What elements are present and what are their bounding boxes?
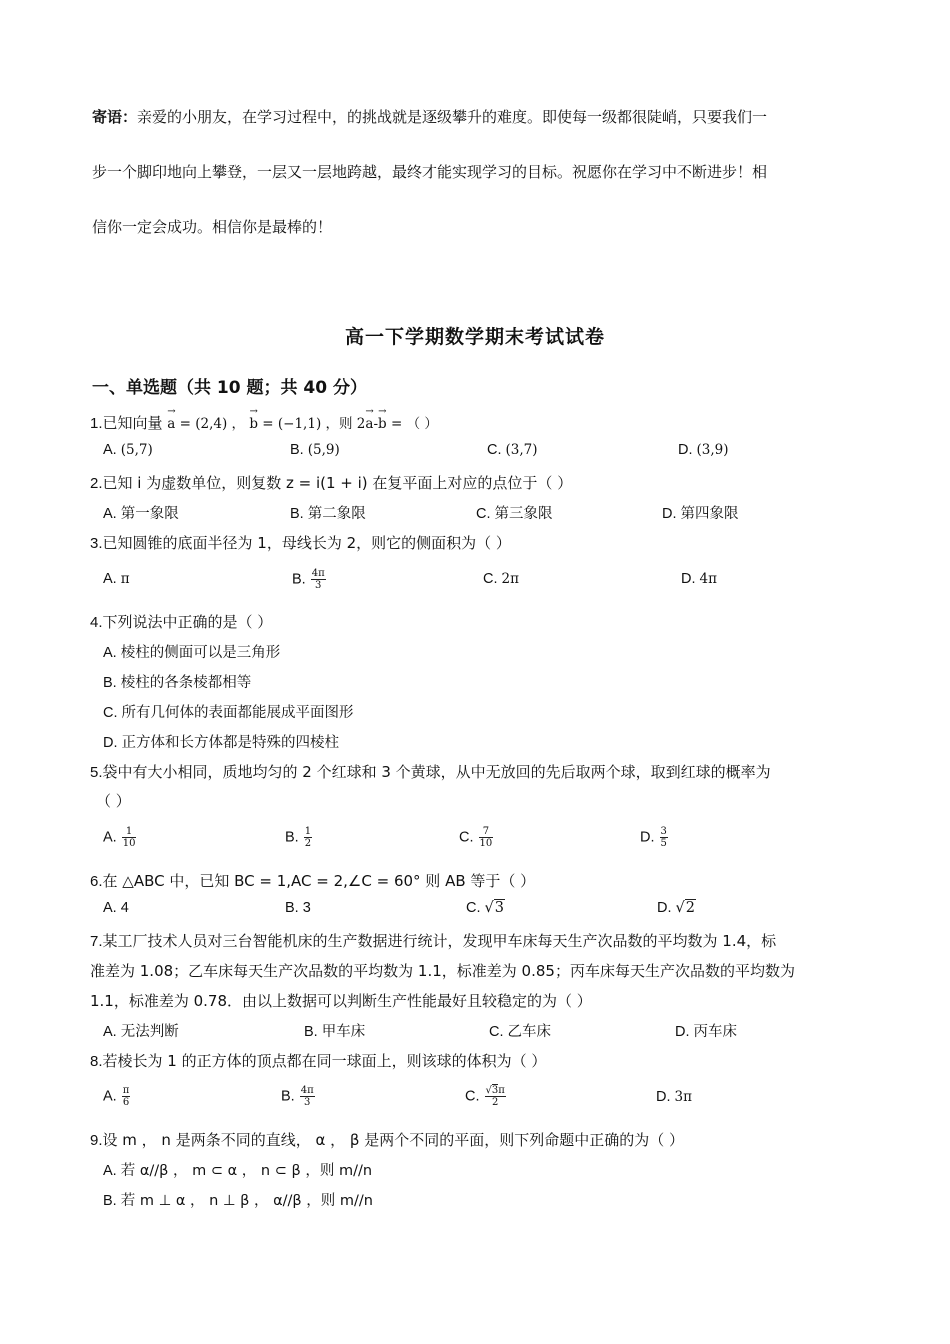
question-4-option-b-row	[0, 671, 950, 695]
question-1: 1.已知向量 → a = (2,4) ， → b = (−1,1) ，则 2 → a- → b = （ ）	[90, 406, 438, 432]
question-9-option-b-row	[0, 1189, 950, 1213]
question-4-option-d-row	[0, 731, 950, 755]
question-8: 8.若棱长为 1 的正方体的顶点都在同一球面上，则该球的体积为（ ）	[90, 1052, 547, 1070]
option-b[interactable]: B. $\frac{1}{2}$	[285, 826, 312, 849]
option-b[interactable]: B. $\frac{4\pi}{3}$	[281, 1085, 314, 1108]
option-c[interactable]: C. $\frac{√3\pi}{2}$	[465, 1085, 505, 1108]
question-8-options	[0, 1085, 950, 1119]
option-c[interactable]: C. √3	[466, 900, 505, 916]
vector-b: → b	[249, 406, 258, 432]
fraction: $\frac{1}{2}$	[304, 826, 312, 849]
question-9: 9.设 m ， n 是两条不同的直线， α ， β 是两个不同的平面，则下列命题中正确的为（ ）	[90, 1131, 685, 1149]
option-a[interactable]: A. (5,7)	[103, 442, 153, 458]
square-root: √2	[675, 900, 696, 916]
option-d[interactable]: D. 3π	[656, 1089, 692, 1105]
intro-line-3: 信你一定会成功。相信你是最棒的！	[92, 218, 333, 236]
fraction: $\frac{√3\pi}{2}$	[485, 1085, 505, 1108]
option-a[interactable]: A. π	[103, 571, 130, 587]
option-b[interactable]: B. 第二象限	[290, 506, 366, 522]
exam-title: 高一下学期数学期末考试试卷	[344, 326, 605, 348]
question-2-options	[0, 502, 950, 526]
option-a[interactable]: A. $\frac{1}{10}$	[103, 826, 136, 849]
vector-b: → b	[378, 406, 387, 432]
question-2: 2.已知 i 为虚数单位，则复数 z = i(1 + i) 在复平面上对应的点位于（ ）	[90, 474, 573, 492]
option-a[interactable]: A. 棱柱的侧面可以是三角形	[103, 645, 281, 661]
option-d[interactable]: D. 正方体和长方体都是特殊的四棱柱	[103, 735, 340, 751]
option-d[interactable]: D. 4π	[681, 571, 717, 587]
option-b[interactable]: B. 若 m ⊥ α ， n ⊥ β ， α//β ，则 m//n	[103, 1193, 373, 1209]
option-b[interactable]: B. 3	[285, 900, 311, 916]
fraction: $\frac{4\pi}{3}$	[300, 1085, 314, 1108]
fraction: $\frac{4\pi}{3}$	[311, 568, 325, 591]
section-heading: 一、单选题（共 10 题；共 40 分）	[92, 378, 367, 398]
vector-a: → a	[365, 406, 374, 432]
option-c[interactable]: C. $\frac{7}{10}$	[459, 826, 493, 849]
question-4-option-c-row	[0, 701, 950, 725]
question-7: 7.某工厂技术人员对三台智能机床的生产数据进行统计，发现甲车床每天生产次品数的平均数为 1.4，标	[90, 932, 777, 950]
square-root: √3	[484, 900, 505, 916]
question-7-line-3: 1.1，标准差为 0.78．由以上数据可以判断生产性能最好且较稳定的为（ ）	[90, 992, 592, 1010]
option-c[interactable]: C. 2π	[483, 571, 519, 587]
option-d[interactable]: D. (3,9)	[678, 442, 729, 458]
option-b[interactable]: B. $\frac{4\pi}{3}$	[292, 568, 325, 591]
option-d[interactable]: D. √2	[657, 900, 696, 916]
fraction: $\frac{7}{10}$	[479, 826, 493, 849]
option-a[interactable]: A. $\frac{\pi}{6}$	[103, 1085, 130, 1108]
option-a[interactable]: A. 无法判断	[103, 1024, 179, 1040]
question-1-options	[0, 442, 950, 466]
question-9-option-a-row	[0, 1159, 950, 1183]
question-7-line-2: 准差为 1.08；乙车床每天生产次品数的平均数为 1.1，标准差为 0.85；丙车床每天生产次品数的平均数为	[90, 962, 795, 980]
option-a[interactable]: A. 第一象限	[103, 506, 179, 522]
option-b[interactable]: B. (5,9)	[290, 442, 340, 458]
question-3: 3.已知圆锥的底面半径为 1，母线长为 2，则它的侧面积为（ ）	[90, 534, 511, 552]
fraction: $\frac{1}{10}$	[122, 826, 136, 849]
option-a[interactable]: A. 若 α//β ， m ⊂ α ， n ⊂ β ，则 m//n	[103, 1163, 373, 1179]
question-5-options	[0, 826, 950, 858]
question-4: 4.下列说法中正确的是（ ）	[90, 613, 273, 631]
option-c[interactable]: C. 乙车床	[489, 1024, 552, 1040]
question-5: 5.袋中有大小相同，质地均匀的 2 个红球和 3 个黄球，从中无放回的先后取两个球，取到红球的概率为	[90, 763, 771, 781]
question-5-line-2: （ ）	[96, 792, 131, 810]
question-6: 6.在 △ABC 中，已知 BC = 1,AC = 2,∠C = 60° 则 AB 等于（ ）	[90, 872, 536, 890]
question-6-options	[0, 900, 950, 924]
option-c[interactable]: C. 所有几何体的表面都能展成平面图形	[103, 705, 354, 721]
option-d[interactable]: D. 丙车床	[675, 1024, 738, 1040]
vector-a: → a	[167, 406, 176, 432]
question-7-options	[0, 1020, 950, 1044]
question-3-options	[0, 568, 950, 600]
option-d[interactable]: D. 第四象限	[662, 506, 739, 522]
intro-label: 寄语：	[92, 108, 138, 126]
option-b[interactable]: B. 棱柱的各条棱都相等	[103, 675, 252, 691]
fraction: $\frac{\pi}{6}$	[122, 1085, 130, 1108]
option-b[interactable]: B. 甲车床	[304, 1024, 366, 1040]
question-4-option-a-row	[0, 641, 950, 665]
option-d[interactable]: D. $\frac{3}{5}$	[640, 826, 667, 849]
option-a[interactable]: A. 4	[103, 900, 129, 916]
option-c[interactable]: C. 第三象限	[476, 506, 553, 522]
option-c[interactable]: C. (3,7)	[487, 442, 538, 458]
intro-line-2: 步一个脚印地向上攀登，一层又一层地跨越，最终才能实现学习的目标。祝愿你在学习中不断进步！相	[92, 163, 768, 181]
intro-line-1: 亲爱的小朋友，在学习过程中，的挑战就是逐级攀升的难度。即使每一级都很陡峭，只要我们一	[137, 108, 768, 126]
fraction: $\frac{3}{5}$	[660, 826, 667, 849]
